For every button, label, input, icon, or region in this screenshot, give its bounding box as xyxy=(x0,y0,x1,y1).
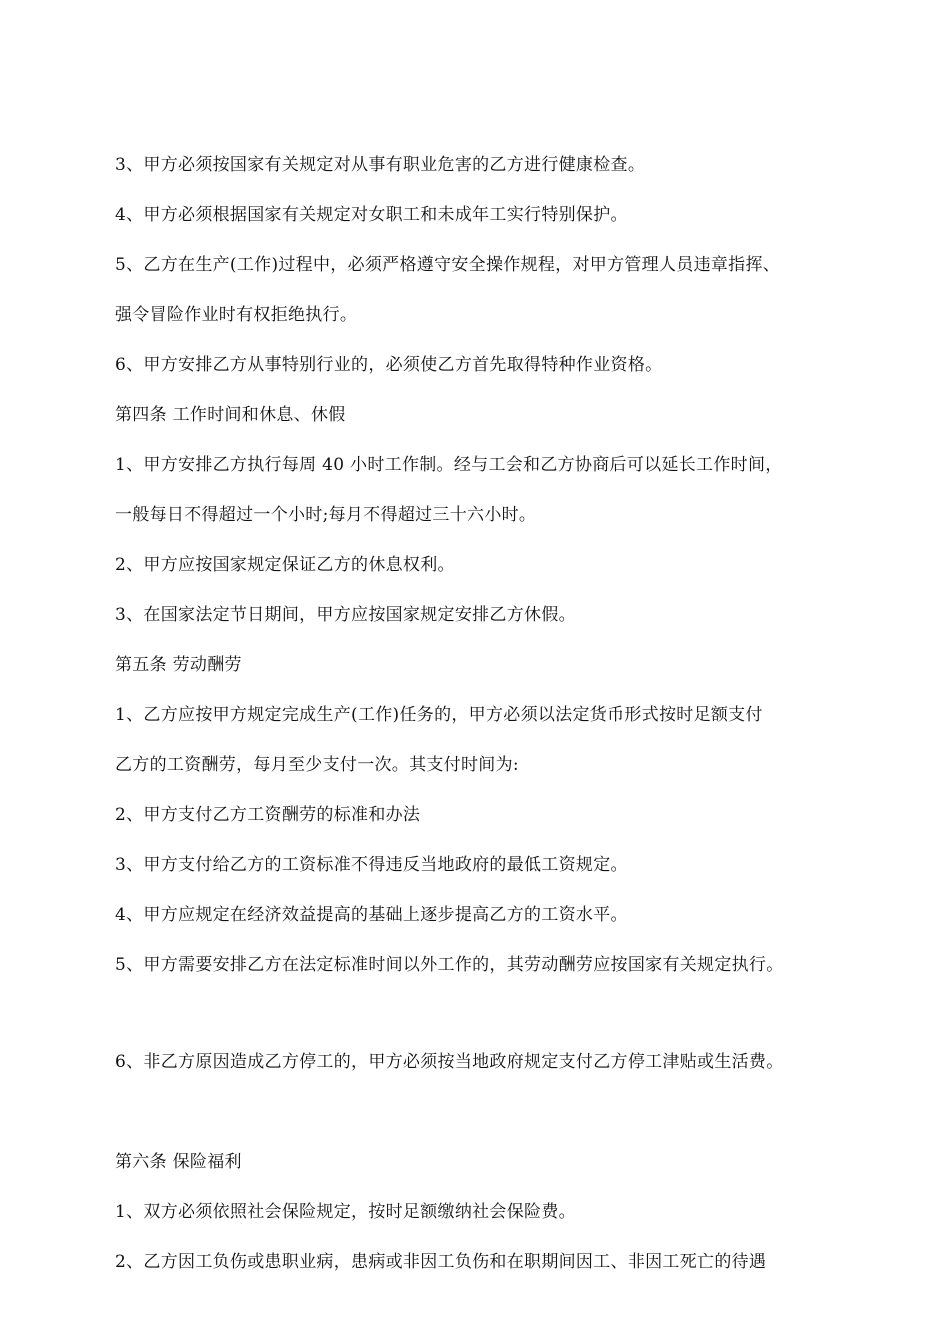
clause-line: 3、甲方必须按国家有关规定对从事有职业危害的乙方进行健康检查。 xyxy=(115,155,646,175)
section-heading: 第六条 保险福利 xyxy=(115,1152,242,1172)
clause-line: 5、乙方在生产(工作)过程中，必须严格遵守安全操作规程，对甲方管理人员违章指挥、 xyxy=(115,255,781,275)
clause-line: 2、甲方支付乙方工资酬劳的标准和办法 xyxy=(115,805,421,825)
clause-line: 5、甲方需要安排乙方在法定标准时间以外工作的，其劳动酬劳应按国家有关规定执行。 xyxy=(115,955,784,975)
clause-line: 乙方的工资酬劳，每月至少支付一次。其支付时间为: xyxy=(115,755,519,775)
clause-line: 1、双方必须依照社会保险规定，按时足额缴纳社会保险费。 xyxy=(115,1202,576,1222)
clause-line: 2、乙方因工负伤或患职业病，患病或非因工负伤和在职期间因工、非因工死亡的待遇 xyxy=(115,1252,767,1272)
section-heading: 第五条 劳动酬劳 xyxy=(115,655,242,675)
clause-line: 4、甲方应规定在经济效益提高的基础上逐步提高乙方的工资水平。 xyxy=(115,905,628,925)
clause-line: 6、甲方安排乙方从事特别行业的，必须使乙方首先取得特种作业资格。 xyxy=(115,355,663,375)
clause-line: 3、甲方支付给乙方的工资标准不得违反当地政府的最低工资规定。 xyxy=(115,855,628,875)
clause-line: 6、非乙方原因造成乙方停工的，甲方必须按当地政府规定支付乙方停工津贴或生活费。 xyxy=(115,1052,784,1072)
clause-line: 4、甲方必须根据国家有关规定对女职工和未成年工实行特别保护。 xyxy=(115,205,628,225)
clause-line: 1、乙方应按甲方规定完成生产(工作)任务的，甲方必须以法定货币形式按时足额支付 xyxy=(115,705,763,725)
clause-line: 一般每日不得超过一个小时;每月不得超过三十六小时。 xyxy=(115,505,537,525)
clause-line: 1、甲方安排乙方执行每周 40 小时工作制。经与工会和乙方协商后可以延长工作时间， xyxy=(115,455,783,475)
clause-line: 强令冒险作业时有权拒绝执行。 xyxy=(115,305,358,325)
section-heading: 第四条 工作时间和休息、休假 xyxy=(115,405,346,425)
clause-line: 3、在国家法定节日期间，甲方应按国家规定安排乙方休假。 xyxy=(115,605,576,625)
clause-line: 2、甲方应按国家规定保证乙方的休息权利。 xyxy=(115,555,455,575)
